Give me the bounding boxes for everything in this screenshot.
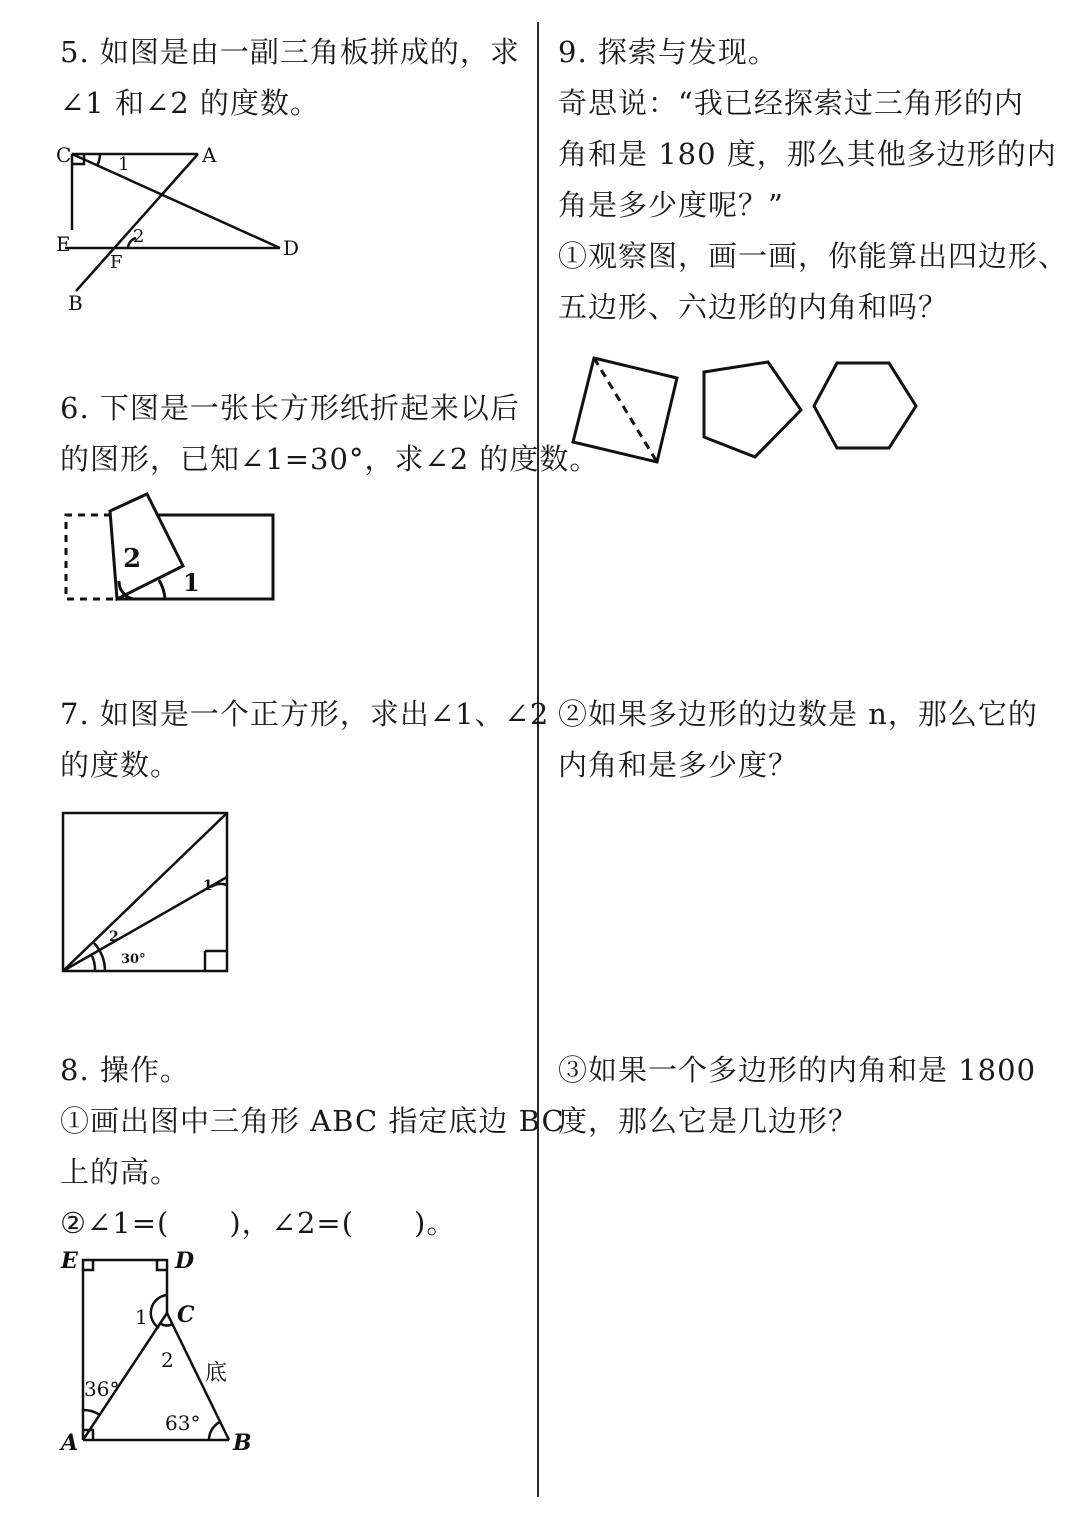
q7-text-line2: 的度数。 bbox=[60, 748, 181, 782]
q5-angle-1-label: 1 bbox=[118, 154, 130, 175]
q6-text-line1: 6. 下图是一张长方形纸折起来以后 bbox=[60, 391, 520, 425]
q7-angle-1-label: 1 bbox=[203, 878, 213, 894]
q5-triangle-figure bbox=[50, 138, 310, 318]
q5-angle-2-label: 2 bbox=[133, 226, 145, 247]
q8-text-line3: 上的高。 bbox=[60, 1155, 181, 1189]
q8-text-line2: ①画出图中三角形 ABC 指定底边 BC bbox=[60, 1104, 565, 1138]
q9-polygons-figure bbox=[565, 352, 925, 467]
q6-angle-1-label: 1 bbox=[183, 568, 200, 597]
q5-label-D: D bbox=[283, 236, 300, 260]
q9-part3-line1: ③如果一个多边形的内角和是 1800 bbox=[558, 1053, 1037, 1087]
q5-text-line1: 5. 如图是由一副三角板拼成的，求 bbox=[60, 35, 520, 69]
q7-angle-2-label: 2 bbox=[109, 929, 119, 945]
hexagon-shape bbox=[814, 363, 916, 448]
q9-text-line4: 角是多少度呢？” bbox=[558, 188, 784, 222]
q8-label-A: A bbox=[61, 1430, 79, 1456]
q9-part3-line2: 度，那么它是几边形？ bbox=[558, 1104, 859, 1138]
q5-label-F: F bbox=[110, 252, 123, 273]
q8-label-C: C bbox=[177, 1302, 195, 1328]
column-divider bbox=[537, 22, 539, 1497]
q5-label-B: B bbox=[68, 291, 83, 315]
q8-label-D: D bbox=[175, 1248, 195, 1274]
q8-63-degree-label: 63° bbox=[165, 1411, 201, 1435]
q9-text-line3: 角和是 180 度，那么其他多边形的内 bbox=[558, 137, 1057, 171]
q8-label-B: B bbox=[233, 1430, 252, 1456]
q8-label-E: E bbox=[61, 1248, 78, 1274]
q7-text-line1: 7. 如图是一个正方形，求出∠1、∠2 bbox=[60, 697, 550, 731]
q8-rectangle-triangle-figure bbox=[55, 1240, 255, 1460]
q6-folded-paper-figure bbox=[55, 485, 285, 610]
q8-angle-2-label: 2 bbox=[161, 1348, 174, 1372]
q9-part2-line1: ②如果多边形的边数是 n，那么它的 bbox=[558, 697, 1038, 731]
q8-36-degree-label: 36° bbox=[84, 1377, 120, 1401]
q6-text-line2: 的图形，已知∠1=30°，求∠2 的度数。 bbox=[60, 442, 600, 476]
q8-base-label: 底 bbox=[205, 1361, 228, 1386]
q5-label-E: E bbox=[56, 232, 71, 256]
q9-text-line5: ①观察图，画一画，你能算出四边形、 bbox=[558, 239, 1069, 273]
q5-text-line2: ∠1 和∠2 的度数。 bbox=[60, 86, 320, 120]
q9-text-line6: 五边形、六边形的内角和吗？ bbox=[558, 290, 949, 324]
q7-30-degree-label: 30° bbox=[121, 952, 146, 967]
q6-angle-2-label: 2 bbox=[123, 544, 142, 574]
pentagon-shape bbox=[704, 362, 801, 457]
q9-part2-line2: 内角和是多少度？ bbox=[558, 748, 799, 782]
q5-label-C: C bbox=[56, 143, 72, 167]
q9-text-line1: 9. 探索与发现。 bbox=[558, 35, 778, 69]
q5-label-A: A bbox=[202, 143, 217, 167]
q8-angle-1-label: 1 bbox=[135, 1305, 148, 1329]
q7-square-figure bbox=[55, 805, 240, 980]
q8-text-line4: ②∠1=( )，∠2=( )。 bbox=[60, 1206, 457, 1240]
q9-text-line2: 奇思说：“我已经探索过三角形的内 bbox=[558, 86, 1024, 120]
q8-text-line1: 8. 操作。 bbox=[60, 1053, 190, 1087]
